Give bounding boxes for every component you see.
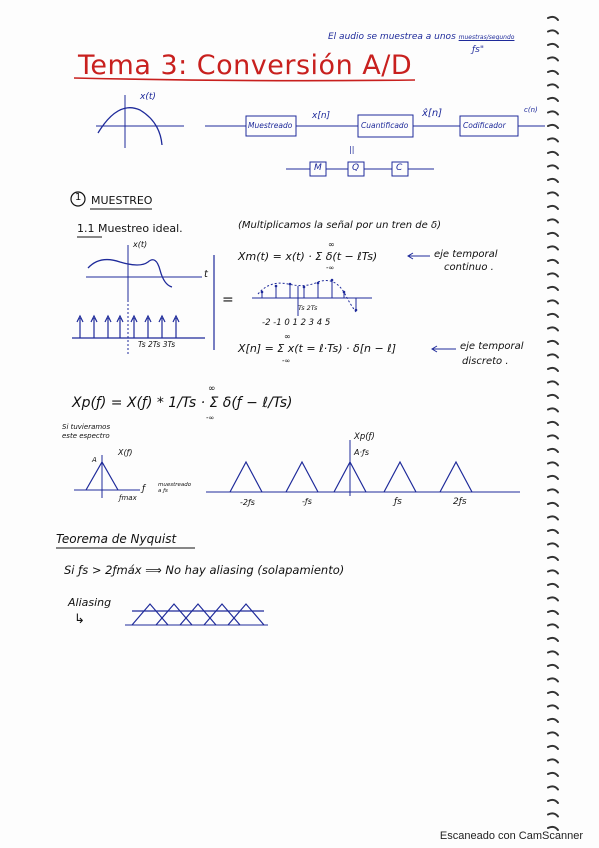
block-label-q: Q	[352, 163, 360, 173]
arrow-label-xhat: x̂[n]	[422, 108, 443, 119]
aliasing-replica	[228, 604, 264, 625]
subsection-heading: 1.1 Muestreo ideal.	[77, 222, 183, 235]
header-note-line1: El audio se muestrea a unos	[328, 32, 456, 42]
signal-label: x(t)	[140, 92, 156, 102]
spectrum-replica	[230, 462, 262, 492]
equals-sign: =	[222, 292, 234, 308]
aliasing-replica	[132, 604, 168, 625]
afs-label: A·ƒs	[354, 448, 369, 457]
xp-label: Xp(ƒ)	[354, 432, 375, 442]
block-label-codificador: Codificador	[463, 121, 506, 130]
impulse-train	[72, 316, 205, 338]
freq-tick-mfs: -ƒs	[302, 497, 312, 506]
eq-xm: Xm(t) = x(t) · Σ δ(t − ℓTs)	[238, 250, 378, 263]
eq-xm-note1: eje temporal	[434, 249, 498, 260]
fmax-label: ƒmax	[119, 494, 137, 502]
nyquist-heading: Teorema de Nyquist	[56, 532, 177, 546]
arrow-label-cn: c(n)	[524, 106, 538, 114]
nyquist-condition: Si ƒs > 2ƒmáx ⟹ No hay aliasing (solapamiento)	[64, 563, 345, 577]
f-axis-label: ƒ	[142, 484, 146, 494]
subsection-note: (Multiplicamos la señal por un tren de δ)	[238, 220, 442, 231]
block-label-muestreado: Muestreado	[248, 121, 293, 130]
eq-xm-sum-bot: -∞	[326, 264, 335, 272]
eq-xn: X[n] = Σ x(t = ℓ·Ts) · δ[n − ℓ]	[238, 342, 397, 355]
section-heading: MUESTREO	[91, 194, 153, 207]
header-note-fs: ƒs"	[472, 45, 484, 55]
after-sampling-note: muestreado a ƒs	[158, 482, 192, 494]
spectrum-replica	[384, 462, 416, 492]
spectrum-note2: este espectro	[62, 432, 110, 440]
header-note-unit: muestras/segundo	[458, 34, 515, 41]
freq-tick-fs: ƒs	[394, 497, 402, 507]
sample-dot	[303, 286, 306, 289]
eq-xn-sum-top: ∞	[284, 332, 291, 341]
block-label-c: C	[396, 163, 403, 173]
xt-curve	[88, 260, 172, 287]
a-label: A	[92, 456, 97, 464]
sample-dot	[261, 291, 264, 294]
freq-tick-m2fs: -2ƒs	[240, 498, 255, 507]
xt-label: x(t)	[133, 240, 148, 249]
section-number: 1	[75, 192, 82, 203]
ts-labels: Ts 2Ts 3Ts	[138, 340, 176, 349]
eq-xn-note2: discreto .	[462, 356, 509, 367]
aliasing-replica	[204, 604, 240, 625]
separator: ||	[349, 145, 355, 154]
eq-xn-sum-bot: -∞	[282, 357, 291, 365]
scanner-footer: Escaneado con CamScanner	[439, 830, 583, 842]
pulse-ts: Ts 2Ts	[298, 304, 318, 312]
sample-dot	[317, 282, 320, 285]
freq-tick-2fs: 2ƒs	[453, 497, 467, 507]
sample-dot	[343, 291, 346, 294]
spectrum-replica	[286, 462, 318, 492]
sample-dot	[275, 285, 278, 288]
title-underline	[74, 78, 415, 81]
page-title: Tema 3: Conversión A/D	[78, 50, 413, 81]
block-label-m: M	[314, 163, 322, 173]
eq-xn-note1: eje temporal	[460, 341, 524, 352]
eq-xm-sum-top: ∞	[328, 240, 335, 249]
arrow-label-xn: x[n]	[312, 111, 331, 121]
sample-dot	[355, 309, 358, 312]
eq-xp-sum-bot: -∞	[206, 414, 215, 422]
periodic-spectrum	[230, 462, 472, 492]
eq-xp: Xp(ƒ) = X(ƒ) * 1/Ts · Σ δ(ƒ − ℓ/Ts)	[72, 395, 293, 411]
spectrum-note1: Si tuvieramos	[62, 423, 111, 431]
t-label: t	[204, 269, 208, 280]
aliasing-replica	[156, 604, 192, 625]
aliasing-label: Aliasing	[68, 596, 112, 609]
block-label-cuantificado: Cuantificado	[361, 121, 409, 130]
index-row: -2 -1 0 1 2 3 4 5	[262, 318, 331, 328]
sample-dot	[289, 283, 292, 286]
eq-xp-sum-top: ∞	[208, 384, 216, 394]
aliasing-triangles	[132, 604, 264, 625]
spectrum-replica	[440, 462, 472, 492]
eq-xm-note2: continuo .	[444, 262, 494, 273]
xf-label: X(ƒ)	[118, 448, 133, 457]
aliasing-arrow: ↳	[74, 612, 85, 627]
sample-dot	[331, 279, 334, 282]
aliasing-replica	[180, 604, 216, 625]
